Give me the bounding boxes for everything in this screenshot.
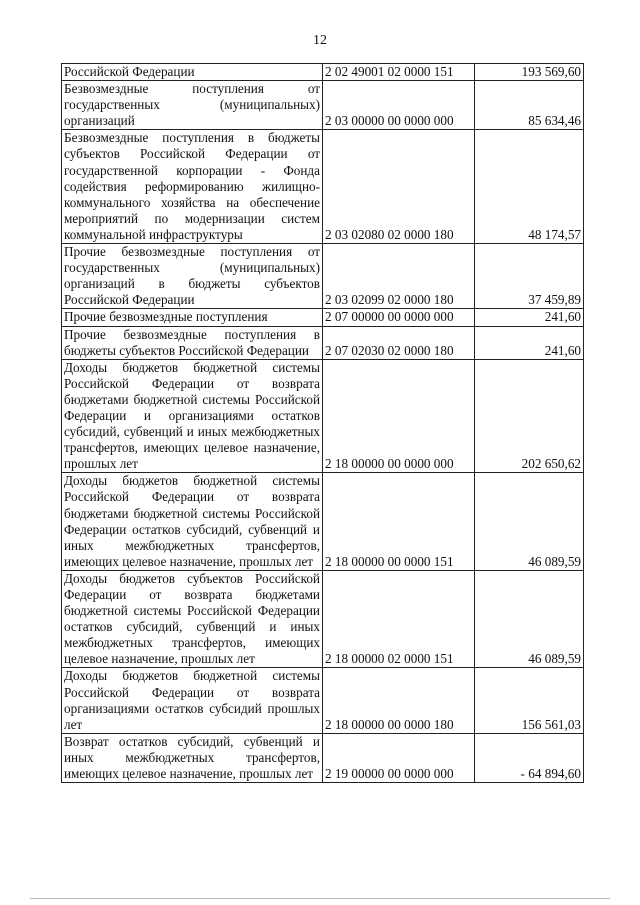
classification-code-cell: 2 03 02080 02 0000 180 [323,130,475,244]
income-name-cell: Российской Федерации [62,64,323,81]
amount-cell: - 64 894,60 [475,733,584,782]
classification-code-cell: 2 18 00000 00 0000 151 [323,473,475,571]
page-number: 12 [313,33,327,48]
table-row [62,130,584,244]
amount-cell: 202 650,62 [475,359,584,473]
table-body [62,64,584,783]
amount-cell: 37 459,89 [475,244,584,309]
income-name-cell: Прочие безвозмездные поступления в бюджеты субъектов Российской Федерации [62,326,323,359]
table-row [62,81,584,130]
table-row [62,244,584,309]
classification-code-cell: 2 03 02099 02 0000 180 [323,244,475,309]
table-row [62,326,584,359]
income-name-cell: Прочие безвозмездные поступления [62,309,323,326]
table-row [62,473,584,571]
income-name-cell: Доходы бюджетов бюджетной системы Российской Федерации от возврата бюджетами бюджетной системы Российской Федерации и организациями остатков субсидий, субвенций и иных межбюджетных трансфертов, имеющих целевое назначение, прошлых лет [62,359,323,473]
budget-revenue-table [61,63,584,783]
table-row [62,668,584,733]
amount-cell: 48 174,57 [475,130,584,244]
classification-code-cell: 2 18 00000 00 0000 000 [323,359,475,473]
scan-bottom-edge [30,898,610,899]
income-name-cell: Безвозмездные поступления в бюджеты субъектов Российской Федерации от государственной корпорации - Фонда содействия реформированию жилищно-коммунального хозяйства на обеспечение мероприятий по модернизации систем коммунальной инфраструктуры [62,130,323,244]
classification-code-cell: 2 18 00000 02 0000 151 [323,570,475,668]
income-name-cell: Прочие безвозмездные поступления от государственных (муниципальных) организаций в бюджеты субъектов Российской Федерации [62,244,323,309]
amount-cell: 156 561,03 [475,668,584,733]
income-name-cell: Доходы бюджетов субъектов Российской Федерации от возврата бюджетами бюджетной системы Российской Федерации остатков субсидий, субвенций и иных межбюджетных трансфертов, имеющих целевое назначение, прошлых лет [62,570,323,668]
table-row [62,309,584,326]
amount-cell: 193 569,60 [475,64,584,81]
amount-cell: 241,60 [475,309,584,326]
amount-cell: 46 089,59 [475,473,584,571]
amount-cell: 85 634,46 [475,81,584,130]
income-name-cell: Безвозмездные поступления от государственных (муниципальных) организаций [62,81,323,130]
table-row [62,64,584,81]
income-name-cell: Возврат остатков субсидий, субвенций и иных межбюджетных трансфертов, имеющих целевое назначение, прошлых лет [62,733,323,782]
table-row [62,733,584,782]
classification-code-cell: 2 19 00000 00 0000 000 [323,733,475,782]
table-row [62,359,584,473]
amount-cell: 241,60 [475,326,584,359]
income-name-cell: Доходы бюджетов бюджетной системы Российской Федерации от возврата бюджетами бюджетной системы Российской Федерации остатков субсидий, субвенций и иных межбюджетных трансфертов, имеющих целевое назначение, прошлых лет [62,473,323,571]
classification-code-cell: 2 07 02030 02 0000 180 [323,326,475,359]
income-name-cell: Доходы бюджетов бюджетной системы Российской Федерации от возврата организациями остатков субсидий прошлых лет [62,668,323,733]
amount-cell: 46 089,59 [475,570,584,668]
table-row [62,570,584,668]
classification-code-cell: 2 03 00000 00 0000 000 [323,81,475,130]
classification-code-cell: 2 02 49001 02 0000 151 [323,64,475,81]
classification-code-cell: 2 18 00000 00 0000 180 [323,668,475,733]
classification-code-cell: 2 07 00000 00 0000 000 [323,309,475,326]
